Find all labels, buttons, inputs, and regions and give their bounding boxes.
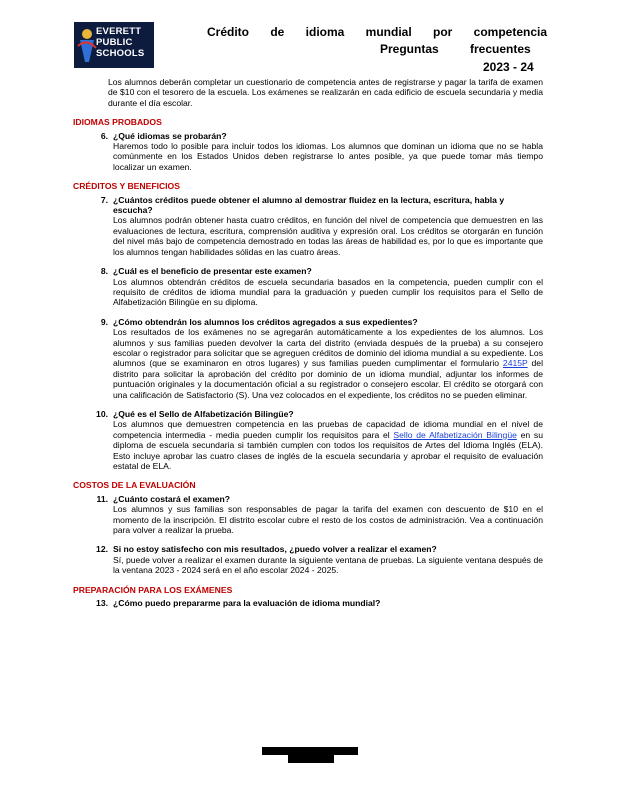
question-number: 7. [100, 194, 108, 205]
document-title: Crédito de idioma mundial por competencia [207, 25, 548, 39]
question-title: ¿Cómo obtendrán los alumnos los créditos agregados a sus expedientes? [113, 316, 418, 327]
faq-item [73, 598, 543, 608]
document-subtitle: Preguntas frecuentes [380, 42, 531, 56]
section-heading-idiomas: IDIOMAS PROBADOS [73, 117, 162, 128]
question-number: 13. [96, 598, 108, 609]
section-heading-costos: COSTOS DE LA EVALUACIÓN [73, 480, 196, 491]
intro-paragraph: Los alumnos deberán completar un cuestionario de competencia antes de registrarse y pagar la tarifa de examen de $10 con el tesorero de la escuela. Los exámenes se realizarán en cada edificio de escuela secundaria y media durante el día escolar. [108, 77, 543, 108]
section-heading-preparacion: PREPARACIÓN PARA LOS EXÁMENES [73, 584, 233, 595]
footer-redaction-bar [262, 747, 358, 755]
question-number: 6. [100, 130, 108, 141]
question-number: 11. [96, 493, 108, 504]
seal-of-biliteracy-link[interactable]: Sello de Alfabetización Bilingüe [393, 429, 517, 440]
answer-text-part-1: Los resultados de los exámenes no se agregarán automáticamente a los expedientes de los alumnos. Los alumnos y sus familias pueden devolver la carta del distrito (enviada después de la prueba) a su consejero escolar o registrador para solicitar que se agreguen créditos de dominio del idioma mundial a su expediente. Los alumnos (que se examinaron en otros lugares) y sus familias pueden cumplimentar el formulario [113, 327, 543, 369]
question-title: ¿Cómo puedo prepararme para la evaluación de idioma mundial? [113, 598, 381, 609]
question-title: ¿Qué es el Sello de Alfabetización Bilingüe? [113, 408, 294, 419]
answer-text: Los alumnos y sus familias son responsables de pagar la tarifa del examen con descuento de $10 en el momento de la inscripción. El distrito escolar cubre el resto de los costos de administración. Vea a continuación para volver a realizar la prueba. [113, 504, 543, 536]
answer-text-part-1: Los alumnos que demuestren competencia en las pruebas de capacidad de idioma mundial en el nivel de competencia intermedia - media pueden cumplir los requisitos para el [113, 419, 543, 440]
answer-text: Los alumnos podrán obtener hasta cuatro créditos, en función del nivel de competencia que demuestren en las evaluaciones de lectura, escritura, comprensión auditiva y expresión oral. Los créditos se otorgarán en función del nivel más bajo de competencia demostrado en todas las áreas de habilidad es, por lo que es importante que los alumnos tengan habilidades sólidas en las cuatro áreas. [113, 215, 543, 257]
question-title: ¿Cuál es el beneficio de presentar este examen? [113, 266, 312, 277]
question-title: ¿Qué idiomas se probarán? [113, 130, 227, 141]
faq-item [73, 409, 543, 471]
logo-line-1: EVERETT [96, 26, 142, 37]
faq-item [73, 131, 543, 173]
section-heading-creditos: CRÉDITOS Y BENEFICIOS [73, 181, 180, 192]
answer-text: Haremos todo lo posible para incluir todos los idiomas. Los alumnos que dominan un idioma que no se habla comúnmente en los Estados Unidos deben registrarse lo antes posible, ya que puede tomar más tiempo localizar un examen. [113, 141, 543, 172]
question-title: ¿Cuántos créditos puede obtener el alumno al demostrar fluidez en la lectura, escritura, habla y escucha? [113, 194, 505, 216]
answer-text-part-2: del distrito para solicitar la aprobación del crédito por dominio de un idioma mundial, adjuntar los informes de puntuación originales y la documentación oficial a su registrador o consejero escolar. El crédito se otorgará con una calificación de Satisfactorio (S). Una vez colocados en el expediente, los créditos no se pueden eliminar. [113, 358, 543, 400]
question-number: 10. [96, 408, 108, 419]
faq-item [73, 544, 543, 575]
answer-text: Los alumnos obtendrán créditos de escuela secundaria basados en la competencia, pueden cumplir con el requisito de créditos de idioma mundial para la graduación y pueden cumplir los requisitos para el Sello de Alfabetización Bilingüe en su diploma. [113, 276, 543, 308]
logo-line-3: SCHOOLS [96, 48, 145, 59]
answer-text [113, 327, 543, 400]
logo-line-2: PUBLIC [96, 37, 133, 48]
question-title: ¿Cuánto costará el examen? [113, 493, 231, 504]
question-number: 9. [100, 316, 108, 327]
faq-content [73, 77, 543, 617]
faq-item [73, 195, 543, 257]
school-year: 2023 - 24 [483, 60, 534, 74]
faq-item [73, 317, 543, 400]
answer-text: Sí, puede volver a realizar el examen durante la siguiente ventana de pruebas. La siguiente ventana después de la ventana 2023 - 2024 será en el año escolar 2024 - 2025. [113, 554, 543, 576]
torch-icon [76, 26, 98, 64]
district-logo [74, 22, 154, 68]
footer-redaction-bar [288, 755, 334, 763]
answer-text-part-2: en su diploma de escuela secundaria si también cumplen con todos los requisitos de Artes del Idioma Inglés (ELA). Esto incluye aprobar las cuatro clases de inglés de la escuela secundaria y aprobar el requisito de evaluación estatal de ELA. [113, 429, 543, 471]
question-number: 8. [100, 266, 108, 277]
faq-item [73, 494, 543, 536]
form-2415p-link[interactable]: 2415P [502, 358, 528, 369]
faq-item [73, 266, 543, 308]
question-number: 12. [96, 544, 108, 555]
question-title: Si no estoy satisfecho con mis resultados, ¿puedo volver a realizar el examen? [113, 544, 437, 555]
answer-text [113, 419, 543, 471]
